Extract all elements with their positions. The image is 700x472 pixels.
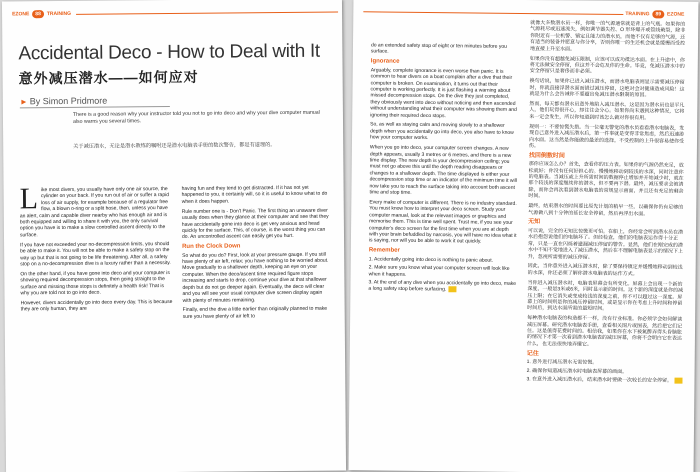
end-mark-icon [448,287,456,293]
section-label: EZONE [667,11,685,18]
subheading-ignorance-cn: 无知 [528,219,541,226]
page-number-badge: 88 [32,10,44,18]
category-label: TRAINING [46,10,72,18]
body-paragraph-cn: 每种潜水电脑表的构造都不一样，没有行业标准。你必须学会如何解读减压屏幕。研究潜水电脑表手册，查看相关图片或图表，然后把它们记住。这是值得花费时间的。相信我，如果你在水下被氮醉弄得头昏脑胀的情况下才第一次看到潜水电脑表的减压屏幕，你将不会明白它在表达什么，也无法很快地弄懂它。 [526,315,683,348]
right-page-header [625,9,684,20]
body-paragraph: Every make of computer is different. There is no industry standard. You must know how to interpret your deco screen. Study your computer manual, look at the relevant images or graphics and memorise them. This is time well spent. Trust me, if you see your computer's deco screen for the first time when you are at depth with your brain befuddled by narcosis, you will have no idea what it is saying, nor will you be able to work it out quickly. [368,199,517,245]
header-rule [76,12,338,15]
drop-cap: L [19,182,39,216]
subheading-remember-cn: 记住 [526,350,539,357]
subheading-ignorance: Ignorance [370,58,400,66]
header-rule [363,11,623,15]
subheading-remember: Remember [368,247,400,254]
body-paragraph: On the other hand, if you have gone into deco and your computer is showing required decompression stops, then going straight to the surface and missing those stops is definitely a health risk! That is why you are told not to go into deco. [20,269,170,297]
byline [20,96,108,107]
body-paragraph: Like most divers, you usually have only one air source, the cylinder on your back. If you run out of air or suffer a rapid loss of air supply, for example because of a regulator free flow, a blown o-ring or a split hose, then, unless you have an alert, calm and capable diver nearby who has enough air and is both equipped and willing to share it with you, the only survival option you have is to make a slow controlled ascent directly to the surface. [19,182,170,239]
article-title: Accidental Deco - How to Deal with It [18,40,320,65]
left-column-2 [182,185,333,324]
left-page-header [12,9,71,20]
subheading-run-the-clock-down-cn: 找回倒数时间 [528,152,565,160]
subheading-run-the-clock-down: Run the Clock Down [182,243,241,251]
right-column-1 [368,42,519,296]
body-paragraph: Finally, end the dive a little earlier than originally planned to make sure you have plenty of air left to [182,306,328,320]
article-title-chinese: 意外减压潜水——如何应对 [18,68,199,87]
body-paragraph-cn: 当你进入减压潜水时，电脑表屏幕会有所变化。屏幕上会出现一个新的深度，一般是3米或6米，同时显示新的时间。这个新的深度就是你的减压上限；在它消失或变成较浅的深度之前，你不可以超过这一深度。屏幕上的时间则是你的减压停留时间，或是显示你在考虑上升时间和停留时间后，到达水面所需的最短时间。 [527,279,684,313]
body-paragraph-cn: 因此，当你意外进入减压潜水时，除了要保持镇定并缓慢地移动到较浅的水深，你还必须了解你潜水电脑表的运作方式。 [527,263,683,278]
page-number-badge: 89 [652,10,664,18]
body-paragraph-cn: 然而，每天都有潜水员意外地陷入减压潜水。这是因为潜水员也是平凡人，他们玩得很开心，却往往会分心。如果你尚未遇到这种情况，它将来一定会发生，所以你知道到时该怎么做对你很有用。 [529,101,685,122]
remember-item: 1. Accidentally going into deco is nothing to panic about. [368,256,494,264]
body-paragraph: However, divers accidentally go into deco every day. This is because they are only human, they are [20,299,173,313]
body-paragraph-cn: 可以说，完全的无知比惊慌更可怕。在船上，你经常会听到潜水员在潜水后抱怨说他们的电脑坏了。但经检查，他们的电脑表运作得十分正常，只是一直在闪烁着遗漏减压停留的警告。显然，他们在刚完成的潜水中不知不觉地进入了减压潜水，然后在不理解电脑表显示的情况下上升，忽视所需要的减压停留。 [527,227,684,261]
body-paragraph: So, as well as staying calm and moving slowly to a shallower depth when you accidentally go into deco, you also have to know how your computer works. [369,121,514,142]
remember-item: 2. Make sure you know what your computer screen will look like when it happens. [368,264,510,278]
body-paragraph: Arguably, complete ignorance is even worse than panic. It is common to hear divers on a boat complain after a dive that their computer is broken. On examination, it turns out that their computer is working perfectly. It is just flashing a warning about missed decompression stops. On the dive they just completed, they obviously went into deco without noticing and then ascended without understanding what their computer was showing them and ignoring their required deco stops. [370,67,517,119]
byline-divider [20,106,170,108]
body-paragraph: When you go into deco, your computer screen changes. A new depth appears, usually 3 metres or 6 metres, and there is a new time display. The new depth is your decompression ceiling; you must not go above this until the depth reading disappears or changes to a shallower depth. The time displayed is either your decompression stop time or an indicator of the minimum time it will now take you to reach the surface taking into account both ascent time and stop time. [369,144,517,196]
body-paragraph-cn: 就像大多数潜水员一样，你唯一的气源通常就是背上的气瓶。如果你的气源耗尽或迅速流失，例如调节器失控、O 形环爆开或管线破裂，除非你附近有一位机警、镇定且能力的潜水员，而他不仅有足够的气源，还有适当的装备并愿意与你分享，否则你唯一的生还机会就是缓慢而受控地直接上升至水面。 [529,20,686,53]
body-paragraph: having fun and they tend to get distracted. If it has not yet happened to you, it certainly will, so it is useful to know what to do when it does happen. [181,184,328,205]
left-column-1 [19,182,174,317]
intro-paragraph-chinese: 关于减压潜水，无论是潜水教练的嘱咐还是潜水电脑表手册的数次警告，都是有道理的。 [73,142,276,150]
body-paragraph-cn: 那你应该怎么办？首先，查看你的压力表。如果你的气源仍然充足，放松就好；你没有任何好担心的。慢慢地移动到较浅的水深，同时注意你的电脑表。当减压或上升所需时间的数据停止增加并开始减少时，就在那个较浅的深度继续你的潜水，但不要再下潜。最终，减压要求会被清除，而你会再次看到潜水电脑表的常规显示画面，并且还有充足的剩余时间。 [528,161,684,200]
body-paragraph: If you have not exceeded your no-decompression limits, you should be able to make it. You will not be able to make a safety stop on the way up but that is not going to be life threatening. After all, a safety stop on a no-decompression dive is a luxury rather than a necessity. [20,240,171,268]
body-paragraph: So what do you do? First, look at your pressure gauge. If you still have plenty of air left, relax; you have nothing to be worried about. Move gradually to a shallower depth, keeping an eye on your computer. When the deco/ascent time required figure stops increasing and starts to drop, continue your dive at that shallower depth but do not go deeper again. Eventually, the deco will clear and you will see your usual computer dive screen display again with plenty of minutes remaining. [182,251,329,304]
category-label: TRAINING [625,11,650,18]
body-paragraph-cn: 规则一：不要惊慌失措。当一位毫无警觉的潜水员看看潜水电脑表，发现自己意外进入减压潜水后，第一件事就是变得非常焦虑，然后迅速游向水面。这当然是你能做的最差的选择。不受控制的上升很容易使你受伤。 [528,123,685,150]
remember-item-cn: 3. 在意外进入减压潜水后，结束潜水时要做一次较长的安全停留。 [526,376,684,384]
arrow-icon: ► [19,97,28,107]
section-label: EZONE [12,11,30,18]
intro-paragraph: There is a good reason why your instructor told you not to go into deco and why your dive computer manual also warns you several times. [72,109,320,125]
author-name: By Simon Pridmore [29,95,108,107]
remember-item: 3. At the end of any dive when you accidentally go into deco, make a long safety stop before surfacing. [368,279,517,293]
left-page [2,0,346,472]
body-paragraph-cn: 最终，结束潜水的时间要比原先计划的稍早一些，以确保你仍有足够的气源做八到十分钟的延长安全停留，然后再浮出水面。 [528,203,684,217]
body-paragraph-cn: 换句话说，如果你已进入减压潜水，而潜水电脑表则显示需要减压停留时，你就直接浮潜水面而错过减压停留，这绝对会对健康造成风险！这就是为什么会告诫你不要超出免减压潜水限制的原因。 [529,78,685,99]
end-mark-icon [674,378,682,384]
body-paragraph-cn: 如果你没有超越免减压限制，应该可以成功抵达水面。在上升途中，你将无法做安全停留，但这并不会危及你的生命。毕竟，免减压潜水中的安全停留只是奢侈而非必须。 [529,55,685,76]
right-column-2-chinese [526,20,688,386]
body-paragraph: do an extended safety stop of eight or ten minutes before you surface. [370,42,507,55]
remember-item-cn: 2. 确保你知道减压潜水时电脑表屏幕的画面。 [526,367,628,375]
body-paragraph: Rule number one is - Don't Panic. The first thing an unaware diver usually does when they glance at their computer and see that they have accidentally gone into deco is get very anxious and head quickly for the surface. This, of course, is the worst thing you can do. An uncontrolled ascent can easily get you hurt. [181,207,329,241]
remember-item-cn: 1. 意外进行减压潜水无需惊慌。 [526,359,598,366]
right-page [349,0,699,472]
